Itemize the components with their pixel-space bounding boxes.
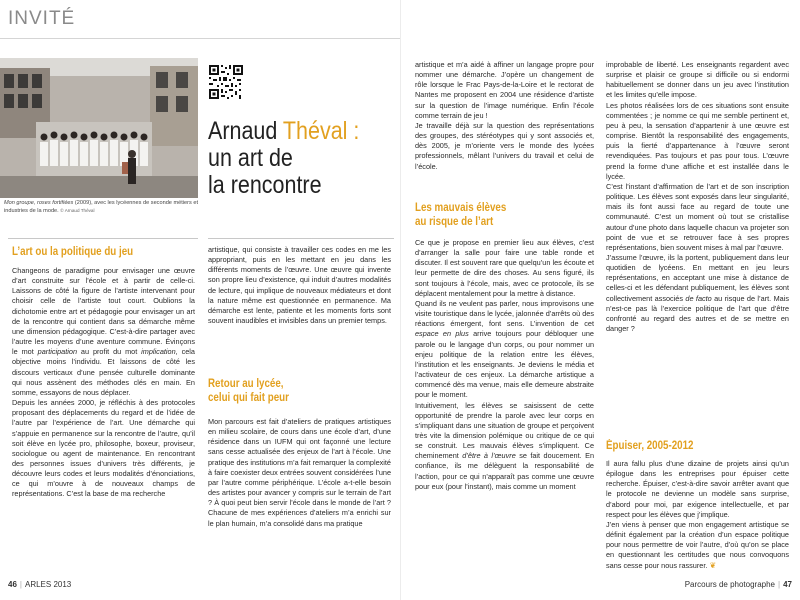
column-3-continued bbox=[415, 238, 594, 492]
paragraph bbox=[606, 520, 789, 571]
paragraph: artistique et m’a aidé à affiner un langage propre pour nommer une démarche. J’opère un changement de rôle lorsque le Frac Pays-de-la-Loire et le rectorat de Nantes me proposent en 2004 une résidence d’artiste sur la question de l’image numérique. Enfin l’école comme terrain de jeu ! bbox=[415, 60, 594, 120]
right-page bbox=[400, 0, 800, 600]
text-run-italic: d’être à l’œuvre bbox=[462, 451, 516, 461]
text-run-italic: de facto bbox=[685, 293, 712, 303]
column-2 bbox=[208, 245, 391, 326]
heading-retour-au-lycee bbox=[208, 378, 303, 405]
title-line-1 bbox=[208, 118, 371, 145]
column-2-continued bbox=[208, 417, 391, 529]
leaf-end-icon: ❦ bbox=[709, 560, 717, 570]
paragraph bbox=[415, 299, 594, 401]
text-run: J’en viens à penser que mon engagement artistique se définit également par la création d’un espace politique pour nous permettre de voir l’autre, d’où qu’on se place en questionnant les certitudes que nous convoquons sans cesse pour nous rassurer. bbox=[606, 519, 789, 570]
paragraph: Depuis les années 2000, je réfléchis à des protocoles proposant des déplacements du regard et de l’idée de l’autre par l’expérience de l’art. Une démarche qui s’appuie en permanence sur la rencontre de l’autre, qu’il soit élève en lycée pro, philosophe, boxeur, proviseur, sociologue ou agent de maintenance. En rencontrant des personnes issues d’univers très différents, je découvre leurs codes et leurs modalités d’énonciations, ce qui m’ouvre à de nouveaux champs de représentations. C’est la base de ma recherche bbox=[12, 398, 195, 499]
text-run: au risque de l’art. Mais n’est-ce pas là l’exercice politique de l’art que d’être confronté au regard des autres et de se mettre en danger ? bbox=[606, 293, 789, 334]
title-line-3: la rencontre bbox=[208, 171, 322, 199]
title-surname: Théval : bbox=[282, 117, 360, 145]
text-run-italic: participation bbox=[37, 347, 78, 357]
paragraph: Il aura fallu plus d’une dizaine de projets ainsi qu’un épilogue dans les entreprises pour épuiser cette recherche. Épuiser, c’est-à-dire savoir arrêter avant que le protocole ne devienne un modèle sans surprise, d’abord pour moi, par exigence intellectuelle, et par respect pour les élèves que j’implique. bbox=[606, 459, 789, 519]
caption-credit: © Arnaud Théval bbox=[60, 208, 95, 214]
text-run: au profit du mot bbox=[77, 347, 142, 357]
article-title bbox=[208, 118, 371, 199]
section-name: Parcours de photographe bbox=[684, 580, 776, 589]
text-run: Quand ils ne veulent pas parler, nous improvisons une visite touristique dans le lycée, jalonnée d’arrêts où des réactions émergent, font sens. L’invention de cet bbox=[415, 298, 594, 329]
article-photo bbox=[0, 58, 198, 198]
paragraph: C’est l’instant d’affirmation de l’art et de son inscription politique. Les élèves sont exposés dans leur singularité, mais ils font aussi face au regard de toute une communauté. C’est un moment où tout se cristallise autour d’une photo dans laquelle chacun va projeter son point de vue et se retrouver face à ses propres représentations, bien souvent mises à mal par l’œuvre. bbox=[606, 181, 789, 252]
article-photo-image bbox=[0, 58, 198, 198]
caption-text: (2009), avec les lycéennes de seconde métiers et industries de la mode. bbox=[4, 200, 199, 215]
column-rule bbox=[8, 238, 198, 239]
page-number: 47 bbox=[783, 580, 792, 589]
photo-caption bbox=[4, 200, 200, 215]
text-run: arrive toujours pour débloquer une parole ou le langage d’un corps, ou pour nommer un enjeu politique de la relation entre les élèves, l’institution et les enseignants. Je deviens le média et l’activateur de ces enjeux. La démarche artistique a commencé dès ma venue, mais elle demeure abstraite pour le moment. bbox=[415, 329, 594, 400]
qr-code-icon bbox=[208, 64, 244, 100]
heading-mauvais-eleves bbox=[415, 202, 522, 229]
text-run: Changeons de paradigme pour envisager une œuvre d’art construite sur l’école et à partir de celle-ci. Laissons de côté la figure de l’artiste intervenant pour choisir celle de l’artiste tout court. Oublions la dichotomie entre art et pédagogie pour envisager un art de la rencontre qui contient dans sa démarche même une dimension pédagogique. C’est-à-dire partager avec l’autre les moyens d’une aventure commune. Évinçons le mot bbox=[12, 266, 195, 357]
heading-epuiser: Épuiser, 2005-2012 bbox=[606, 440, 694, 452]
text-run: , cela objective moins l’individu. Et laissons de côté les discours verticaux d’une pensée culturelle dominante qui nous assènent des méthodes clés en main. En somme, essayons de nous déplacer. bbox=[12, 347, 195, 397]
title-name: Arnaud bbox=[208, 117, 283, 145]
caption-title: Mon groupe, roses fortifiées bbox=[4, 200, 74, 206]
header-rule bbox=[0, 38, 400, 39]
paragraph bbox=[606, 253, 789, 334]
page-number: 46 bbox=[8, 580, 17, 589]
footer-separator: | bbox=[778, 580, 781, 589]
title-line-2: un art de bbox=[208, 144, 293, 172]
text-run: J’assume l’œuvre, ils la portent, publiquement dans leur quotidien de lycéens. En mettant en jeu leurs représentations, en acceptant une mise à distance de celles-ci et les défendant publiquement, les élèves sont collectivement associés bbox=[606, 252, 789, 303]
paragraph bbox=[415, 401, 594, 492]
text-run-italic: implication bbox=[141, 347, 176, 357]
heading-line: Retour au lycée, bbox=[208, 378, 284, 390]
section-label: INVITÉ bbox=[8, 8, 76, 29]
left-footer bbox=[8, 580, 71, 589]
publication-name: ARLES 2013 bbox=[24, 580, 72, 589]
paragraph: improbable de liberté. Les enseignants regardent avec surprise et plaisir ce groupe si difficile ou si endormi habituellement se donner dans un jeu avec l’institution et les limites qu’elle impose. bbox=[606, 60, 789, 100]
paragraph: Je travaille déjà sur la question des représentations des groupes, des stéréotypes qui y sont associés et, dès 2005, je m’oriente vers le monde des lycées professionnels, mêlant l’univers du travail et celui de l’école. bbox=[415, 120, 594, 171]
text-run-italic: espace en plus bbox=[415, 329, 469, 339]
paragraph: Ce que je propose en premier lieu aux élèves, c’est d’arranger la salle pour faire une table ronde et discuter. Il est souvent rare que quelqu’un les écoute et leur permette de dire des choses. Au sens figuré, ils sont toujours à l’école, mais, avec ce protocole, ils se déplacent mentalement pour la mettre à distance. bbox=[415, 238, 594, 298]
heading-politique-du-jeu: L’art ou la politique du jeu bbox=[12, 246, 134, 258]
paragraph: Les photos réalisées lors de ces situations sont ensuite commentées ; je nomme ce qui me semble pertinent et, peu à peu, la sensation d’appartenir à une œuvre est comprise. Bientôt la responsabilité des engagements, puis la fierté d’appartenance à l’œuvre seront revendiquées. Pas toujours et pas pour tous. L’œuvre prend la forme d’une affiche et est installée dans le lycée. bbox=[606, 100, 789, 181]
heading-line: Les mauvais élèves bbox=[415, 202, 507, 214]
paragraph bbox=[12, 266, 195, 398]
text-run: se fait doucement. En confiance, ils me délèguent la responsabilité de l’action, pour ce qui n’apparaît pas comme une œuvre pour eux (pour l’instant), mais comme un moment bbox=[415, 451, 594, 491]
text-run: Intuitivement, les élèves se saisissent de cette opportunité de prendre la parole avec leur corps en s’impliquant dans une situation de groupe et perçoivent très vite la dimension polémique ou critique de ce qui se construit. Les mauvais élèves s’impliquent. Ce cheminement bbox=[415, 400, 594, 461]
paragraph: artistique, qui consiste à travailler ces codes en me les appropriant, puis en les mettant en jeu dans les différents moments de l’œuvre. Une œuvre qui invente son propre lieu d’existence, qui induit d’autres modalités de lecture, qui implique de nouveaux médiateurs et dont la nature même est questionnée en permanence. Ma démarche est lente, patiente et les moments forts sont souvent inaudibles et invisibles dans un premier temps. bbox=[208, 245, 391, 326]
right-footer bbox=[685, 580, 792, 589]
column-3 bbox=[415, 60, 594, 172]
paragraph: Mon parcours est fait d’ateliers de pratiques artistiques en milieu scolaire, de cours dans une école d’art, d’une résidence dans un IUFM qui ont façonné une lecture sans cesse actualisée des enjeux de l’art à l’école. Une pratique des institutions m’a fait remarquer la complexité à faire coexister deux entrées souvent considérées l’une par l’autre comme périphérique. L’école a-t-elle besoin des artistes pour avancer y compris sur le terrain de l’art ? À quoi peut bien servir l’école dans le monde de l’art ? Chacune de mes expériences d’ateliers m’a enrichi sur le plan humain, m’a consolidé dans ma pratique bbox=[208, 417, 391, 528]
heading-line: au risque de l’art bbox=[415, 215, 494, 228]
column-rule bbox=[208, 238, 394, 239]
footer-separator: | bbox=[19, 580, 22, 589]
column-4-continued bbox=[606, 459, 789, 571]
column-1 bbox=[12, 266, 195, 500]
column-4 bbox=[606, 60, 789, 334]
heading-line: celui qui fait peur bbox=[208, 391, 289, 404]
